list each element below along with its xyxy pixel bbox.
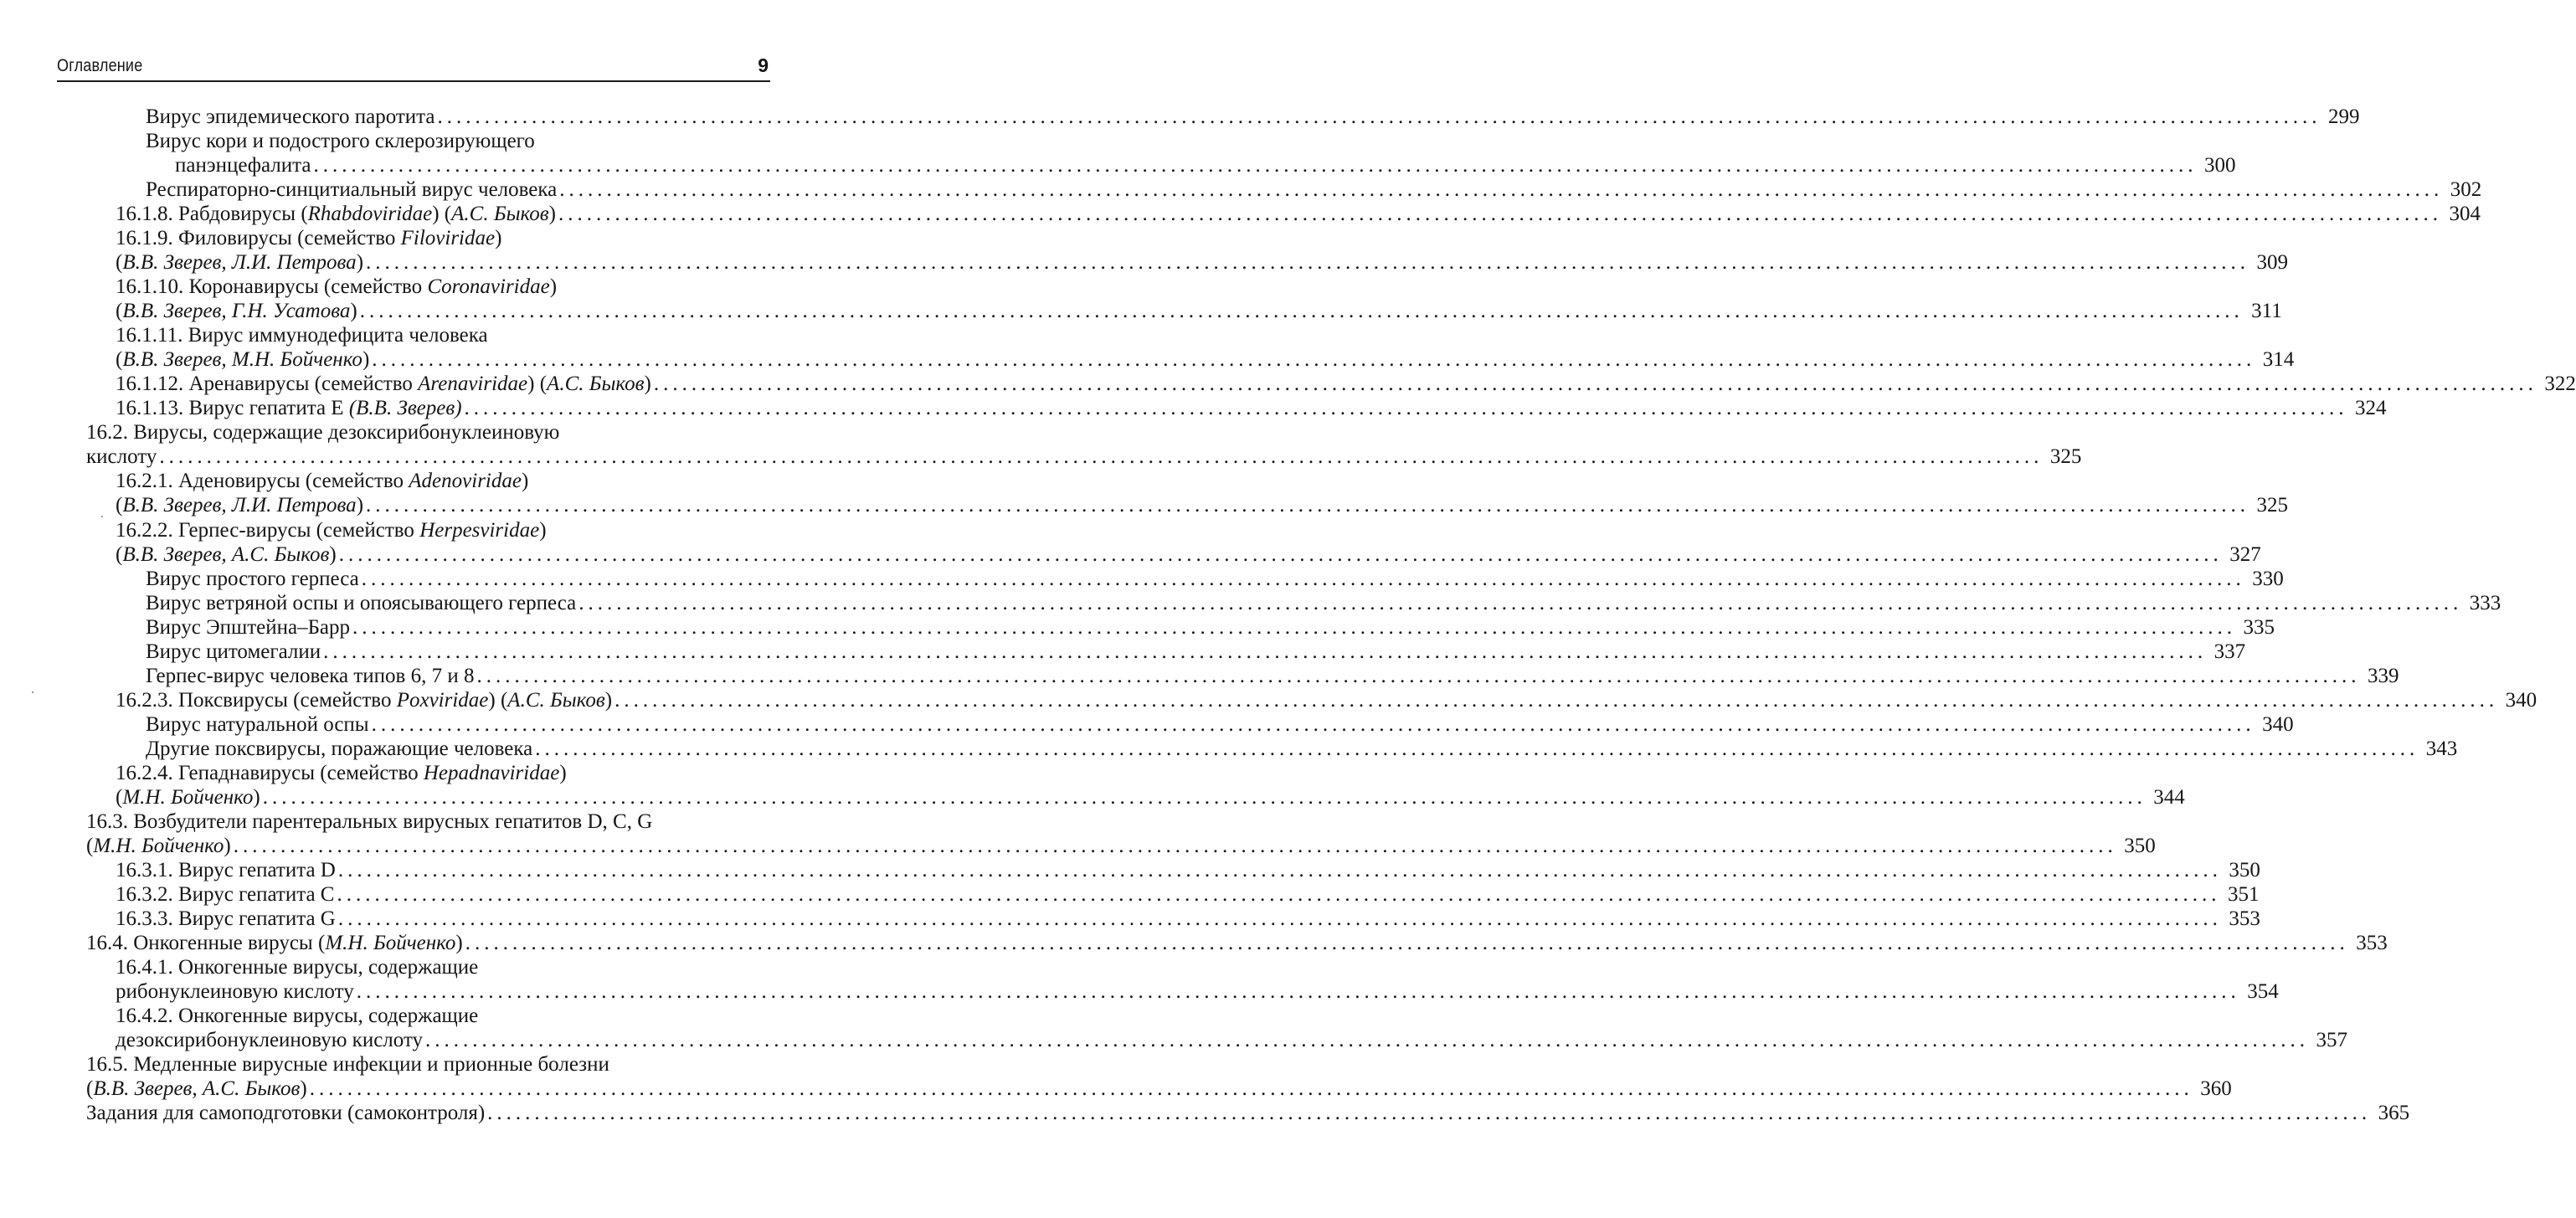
- toc-entry-title-part: (В.В. Зверев): [348, 397, 462, 419]
- toc-entry-title-part: Hepadnaviridae: [423, 762, 560, 784]
- toc-entry-page-number: 340: [2262, 713, 2294, 736]
- toc-entry-page-number: 309: [2256, 251, 2289, 274]
- toc-entry-title-part: (: [86, 1077, 94, 1100]
- toc-entry-title-part: А.С. Быков: [451, 203, 549, 225]
- toc-entry: [116, 955, 770, 979]
- toc-entry: [116, 979, 2279, 1004]
- toc-entry-title-part: (: [116, 543, 123, 566]
- toc-entry: [116, 347, 2295, 372]
- toc-entry: [116, 542, 2261, 567]
- toc-entry-title: [146, 567, 359, 591]
- dot-leader: ........................................................................................................................................................................................................: [366, 494, 2250, 516]
- toc-entry-title: [86, 420, 559, 445]
- dot-leader: ........................................................................................................................................................................................................: [559, 178, 2444, 201]
- dot-leader: ........................................................................................................................................................................................................: [372, 348, 2256, 371]
- toc-entry-page-number: 333: [2469, 592, 2501, 614]
- toc-entry-title: [116, 979, 354, 1004]
- toc-entry-title-part: Rhabdoviridae: [307, 203, 433, 225]
- toc-entry: [116, 275, 770, 299]
- toc-entry-title: [116, 688, 612, 712]
- toc-entry-title-part: Вирус натуральной оспы: [146, 713, 369, 736]
- toc-entry-title: [116, 469, 528, 493]
- toc-entry-page-number: 354: [2247, 980, 2279, 1003]
- toc-entry-title: [116, 858, 336, 882]
- toc-entry-page-number: 350: [2124, 835, 2156, 857]
- toc-entry-title: [86, 834, 231, 858]
- toc-entry-title: [146, 737, 532, 761]
- toc-entry-title-part: 16.2.3. Поксвирусы (семейство: [116, 689, 397, 712]
- toc-entry-title-part: дезоксирибонуклеиновую кислоту: [116, 1029, 424, 1051]
- dot-leader: ........................................................................................................................................................................................................: [437, 105, 2321, 128]
- toc-entry-title-part: ): [329, 543, 337, 566]
- toc-entry-title-part: Другие поксвирусы, поражающие человека: [146, 737, 533, 760]
- toc-entry-title: [116, 299, 357, 323]
- toc-entry: [86, 931, 2388, 955]
- toc-entry-title-part: Вирус ветряной оспы и опоясывающего герпеса: [146, 592, 577, 614]
- dot-leader: ........................................................................................................................................................................................................: [425, 1029, 2310, 1051]
- toc-entry-title: [86, 445, 157, 469]
- toc-entry: [86, 809, 770, 834]
- toc-entry-title-part: ): [549, 275, 558, 298]
- toc-entry: [116, 250, 2289, 275]
- toc-entry-title-part: ): [521, 470, 529, 492]
- toc-entry-title: [86, 809, 652, 834]
- running-header-title: Оглавление: [57, 56, 143, 75]
- toc-entry-page-number: 324: [2355, 397, 2387, 419]
- toc-entry-page-number: 325: [2049, 445, 2082, 468]
- dot-leader: ........................................................................................................................................................................................................: [558, 203, 2442, 225]
- dot-leader: ........................................................................................................................................................................................................: [337, 883, 2221, 906]
- toc-entry-title-part: Герпес-вирус человека типов 6, 7 и 8: [146, 665, 475, 687]
- toc-entry-title-part: 16.1.9. Филовирусы (семейство: [116, 227, 401, 249]
- toc-entry-title: [116, 493, 363, 517]
- toc-entry-title-part: 16.1.8. Рабдовирусы (: [116, 203, 308, 225]
- toc-entry: [146, 567, 2284, 591]
- toc-entry-page-number: 304: [2449, 203, 2481, 225]
- toc-entry-title: [116, 226, 501, 250]
- toc-entry-title-part: 16.3.1. Вирус гепатита D: [116, 859, 336, 881]
- toc-entry-title: [116, 347, 369, 372]
- dot-leader: ........................................................................................................................................................................................................: [309, 1077, 2193, 1100]
- toc-entry: [146, 615, 2275, 640]
- toc-entry-title-part: ): [253, 786, 260, 809]
- toc-entry: [86, 834, 2156, 858]
- toc-entry-title-part: В.В. Зверев, А.С. Быков: [122, 543, 330, 566]
- toc-entry-title: [116, 785, 260, 809]
- toc-entry: [146, 177, 2482, 202]
- toc-entry-title: [146, 129, 535, 153]
- toc-entry: [86, 1077, 2232, 1101]
- toc-entry: [116, 907, 2260, 931]
- toc-entry-page-number: 325: [2256, 494, 2289, 516]
- toc-entry-page-number: 365: [2378, 1102, 2410, 1124]
- toc-entry: [146, 712, 2294, 737]
- toc-entry-title-part: ) (: [527, 373, 548, 395]
- toc-entry-title-part: ): [604, 689, 613, 712]
- toc-entry: [116, 226, 770, 250]
- dot-leader: ........................................................................................................................................................................................................: [233, 835, 2117, 857]
- toc-entry-title-part: ): [356, 494, 364, 516]
- dot-leader: ........................................................................................................................................................................................................: [366, 251, 2250, 274]
- toc-entry-title-part: Adenoviridae: [409, 470, 522, 492]
- toc-entry: [146, 105, 2360, 129]
- toc-entry-title-part: Задания для самоподготовки (самоконтроля): [86, 1102, 486, 1124]
- toc-entry-page-number: 330: [2252, 568, 2284, 590]
- toc-entry: [116, 1004, 770, 1028]
- running-header: [57, 52, 770, 82]
- toc-entry-title-part: ): [300, 1077, 307, 1100]
- toc-entry-title-part: 16.1.11. Вирус иммунодефицита человека: [116, 324, 488, 347]
- toc-entry-title-part: Вирус эпидемического паротита: [146, 105, 435, 128]
- toc-entry-title-part: Вирус цитомегалии: [146, 640, 321, 663]
- toc-entry-page-number: 299: [2328, 105, 2360, 128]
- toc-entry-page-number: 337: [2214, 640, 2246, 663]
- toc-entry: [116, 299, 2282, 323]
- toc-entry-page-number: 340: [2505, 689, 2537, 712]
- toc-entry: [116, 785, 2185, 809]
- toc-entry-title-part: панэнцефалита: [175, 154, 311, 177]
- toc-entry: [116, 761, 770, 785]
- toc-entry-title: [86, 1052, 609, 1077]
- toc-entry-title-part: ): [548, 203, 556, 225]
- toc-entry: [116, 372, 2576, 396]
- toc-entry-title-part: (: [116, 300, 123, 322]
- toc-entry-page-number: 302: [2450, 178, 2482, 201]
- dot-leader: ........................................................................................................................................................................................................: [465, 932, 2349, 954]
- dot-leader: ........................................................................................................................................................................................................: [338, 543, 2223, 566]
- toc-entry-title-part: рибонуклеиновую кислоту: [116, 980, 354, 1003]
- toc-entry-title-part: 16.5. Медленные вирусные инфекции и прионные болезни: [86, 1053, 609, 1076]
- dot-leader: ........................................................................................................................................................................................................: [361, 568, 2245, 590]
- toc-entry: [116, 396, 2387, 420]
- dot-leader: ........................................................................................................................................................................................................: [464, 397, 2348, 419]
- toc-entry-page-number: 357: [2316, 1029, 2348, 1051]
- toc-entry: [86, 1101, 2410, 1125]
- toc-entry: [116, 1028, 2348, 1052]
- toc-entry-title: [146, 177, 557, 202]
- dot-leader: ........................................................................................................................................................................................................: [476, 665, 2361, 687]
- toc-entry: [116, 858, 2260, 882]
- toc-entry-title-part: В.В. Зверев, Л.И. Петрова: [122, 494, 357, 516]
- toc-entry-title: [116, 275, 557, 299]
- toc-entry-title-part: Вирус Эпштейна–Барр: [146, 616, 351, 639]
- dot-leader: ........................................................................................................................................................................................................: [159, 445, 2044, 468]
- toc-entry-title-part: В.В. Зверев, Г.Н. Усатова: [122, 300, 351, 322]
- toc-entry-title-part: Coronaviridae: [427, 275, 550, 298]
- toc-entry-title: [116, 202, 556, 226]
- toc-entry-title: [146, 712, 369, 737]
- toc-entry-title-part: Респираторно-синцитиальный вирус человека: [146, 178, 558, 201]
- toc-entry-title: [86, 1101, 485, 1125]
- toc-entry-title: [116, 1004, 478, 1028]
- toc-entry: [116, 518, 770, 542]
- toc-entry-title-part: М.Н. Бойченко: [93, 835, 224, 857]
- dot-leader: ........................................................................................................................................................................................................: [313, 154, 2198, 177]
- toc-entry-title-part: ): [362, 348, 370, 371]
- toc-entry: [116, 493, 2289, 517]
- toc-entry-title-part: ): [350, 300, 357, 322]
- toc-entry-title-part: ): [224, 835, 231, 857]
- dot-leader: ........................................................................................................................................................................................................: [356, 980, 2240, 1003]
- toc-entry: [86, 420, 770, 445]
- toc-entry-title-part: ): [495, 227, 502, 249]
- toc-entry-page-number: 311: [2251, 300, 2282, 322]
- toc-entry-title-part: М.Н. Бойченко: [325, 932, 456, 954]
- toc-entry-title-part: (: [116, 786, 123, 809]
- print-speck: [32, 691, 33, 693]
- toc-entry-title-part: 16.1.13. Вирус гепатита Е: [116, 397, 349, 419]
- toc-entry-title-part: Poxviridae: [396, 689, 489, 712]
- toc-entry-title-part: ): [644, 373, 651, 395]
- toc-entry-title: [116, 542, 337, 567]
- print-speck: [101, 516, 103, 517]
- toc-entry-title: [146, 615, 350, 640]
- dot-leader: ........................................................................................................................................................................................................: [487, 1102, 2372, 1124]
- dot-leader: ........................................................................................................................................................................................................: [359, 300, 2244, 322]
- toc-entry-title-part: 16.1.12. Аренавирусы (семейство: [116, 373, 419, 395]
- toc-entry: [146, 737, 2458, 761]
- toc-entry: [116, 882, 2260, 907]
- toc-entry-title: [146, 664, 475, 688]
- toc-entry: [116, 469, 770, 493]
- toc-entry-title-part: 16.4. Онкогенные вирусы (: [86, 932, 326, 954]
- toc-entry-page-number: 343: [2425, 737, 2458, 760]
- toc-entry-title-part: кислоту: [86, 445, 157, 468]
- toc-entry-title: [86, 1077, 307, 1101]
- dot-leader: ........................................................................................................................................................................................................: [371, 713, 2255, 736]
- toc-entry: [116, 688, 2537, 712]
- toc-entry-title-part: Herpesviridae: [419, 519, 540, 542]
- dot-leader: ........................................................................................................................................................................................................: [578, 592, 2463, 614]
- toc-entry-title-part: ): [455, 932, 463, 954]
- toc-entry: [86, 1052, 770, 1077]
- toc-entry-title-part: ) (: [488, 689, 508, 712]
- toc-entry-title-part: А.С. Быков: [547, 373, 645, 395]
- toc-entry-title-part: 16.2.1. Аденовирусы (семейство: [116, 470, 409, 492]
- toc-entry-page-number: 335: [2243, 616, 2275, 639]
- toc-entry-title-part: 16.2.4. Гепаднавирусы (семейство: [116, 762, 424, 784]
- toc-entry-page-number: 314: [2262, 348, 2295, 371]
- toc-entry-title: [86, 931, 463, 955]
- toc-entry-title-part: В.В. Зверев, Л.И. Петрова: [122, 251, 357, 274]
- toc-entry-title-part: ): [559, 762, 567, 784]
- toc-entry-title-part: 16.4.1. Онкогенные вирусы, содержащие: [116, 956, 479, 979]
- toc-entry-title-part: А.С. Быков: [507, 689, 605, 712]
- toc-entry-title-part: (: [116, 251, 123, 274]
- toc-entry: [146, 129, 770, 153]
- toc-entry-title: [116, 955, 478, 979]
- toc-entry-title: [116, 882, 334, 907]
- toc-entry: [146, 640, 2246, 664]
- toc-entry-title-part: 16.3.3. Вирус гепатита G: [116, 907, 336, 930]
- toc-entry-page-number: 327: [2229, 543, 2261, 566]
- toc-entry-title-part: (: [86, 835, 94, 857]
- toc-entry: [116, 323, 770, 347]
- toc-entry-title-part: В.В. Зверев, М.Н. Бойченко: [122, 348, 362, 371]
- toc-entry-page-number: 353: [2229, 907, 2260, 930]
- toc-entry-title: [116, 761, 567, 785]
- dot-leader: ........................................................................................................................................................................................................: [614, 689, 2499, 712]
- toc-entry-page-number: 300: [2203, 154, 2236, 177]
- toc-entry-title-part: Вирус кори и подострого склерозирующего: [146, 130, 535, 152]
- toc-entry-title: [116, 323, 488, 347]
- toc-entry-page-number: 344: [2153, 786, 2185, 809]
- toc-entry-title: [116, 396, 462, 420]
- toc-entry-title: [146, 591, 576, 615]
- dot-leader: ........................................................................................................................................................................................................: [653, 373, 2537, 395]
- toc-entry-title-part: (: [116, 494, 123, 516]
- toc-entry-page-number: 360: [2200, 1077, 2232, 1100]
- dot-leader: ........................................................................................................................................................................................................: [323, 640, 2208, 663]
- toc-entry-title-part: ) (: [432, 203, 452, 225]
- toc-entry-title-part: Вирус простого герпеса: [146, 568, 359, 590]
- toc-entry-title-part: Filoviridae: [400, 227, 496, 249]
- toc-entry: [86, 445, 2082, 469]
- toc-entry-page-number: 350: [2229, 859, 2260, 881]
- toc-entry-title-part: 16.3.2. Вирус гепатита С: [116, 883, 335, 906]
- running-header-page-number: 9: [758, 54, 769, 76]
- toc-entry-title-part: ): [539, 519, 547, 542]
- toc-entry-page-number: 351: [2227, 883, 2260, 906]
- toc-entry: [146, 664, 2399, 688]
- toc-entry-title: [116, 907, 336, 931]
- dot-leader: ........................................................................................................................................................................................................: [262, 786, 2147, 809]
- toc-entry-page-number: 339: [2368, 665, 2399, 687]
- toc-entry-title-part: В.В. Зверев, А.С. Быков: [93, 1077, 301, 1100]
- toc-entry-title-part: 16.4.2. Онкогенные вирусы, содержащие: [116, 1005, 479, 1027]
- toc-entry-title-part: (: [116, 348, 123, 371]
- toc-entry: [146, 591, 2501, 615]
- toc-entry-title: [116, 372, 651, 396]
- toc-entry: [175, 153, 2236, 177]
- toc-entry-title: [116, 518, 547, 542]
- toc-entry-title: [146, 105, 435, 129]
- toc-entry-title: [116, 250, 363, 275]
- toc-entry: [116, 202, 2481, 226]
- toc-entry-title: [175, 153, 311, 177]
- toc-entry-title: [146, 640, 321, 664]
- toc-entry-page-number: 322: [2544, 373, 2576, 395]
- toc-entry-title-part: 16.1.10. Коронавирусы (семейство: [116, 275, 428, 298]
- dot-leader: ........................................................................................................................................................................................................: [352, 616, 2237, 639]
- dot-leader: ........................................................................................................................................................................................................: [337, 907, 2222, 930]
- toc-entry-page-number: 353: [2356, 932, 2388, 954]
- toc-entry-title-part: 16.2. Вирусы, содержащие дезоксирибонуклеиновую: [86, 421, 560, 444]
- dot-leader: ........................................................................................................................................................................................................: [535, 737, 2419, 760]
- toc-entry-title-part: 16.3. Возбудители парентеральных вирусных гепатитов D, C, G: [86, 810, 653, 833]
- toc-entry-title-part: М.Н. Бойченко: [122, 786, 254, 809]
- toc-entry-title-part: 16.2.2. Герпес-вирусы (семейство: [116, 519, 420, 542]
- toc-entry-title: [116, 1028, 423, 1052]
- toc-entry-title-part: ): [356, 251, 364, 274]
- toc-entry-title-part: Arenaviridae: [418, 373, 528, 395]
- dot-leader: ........................................................................................................................................................................................................: [337, 859, 2222, 881]
